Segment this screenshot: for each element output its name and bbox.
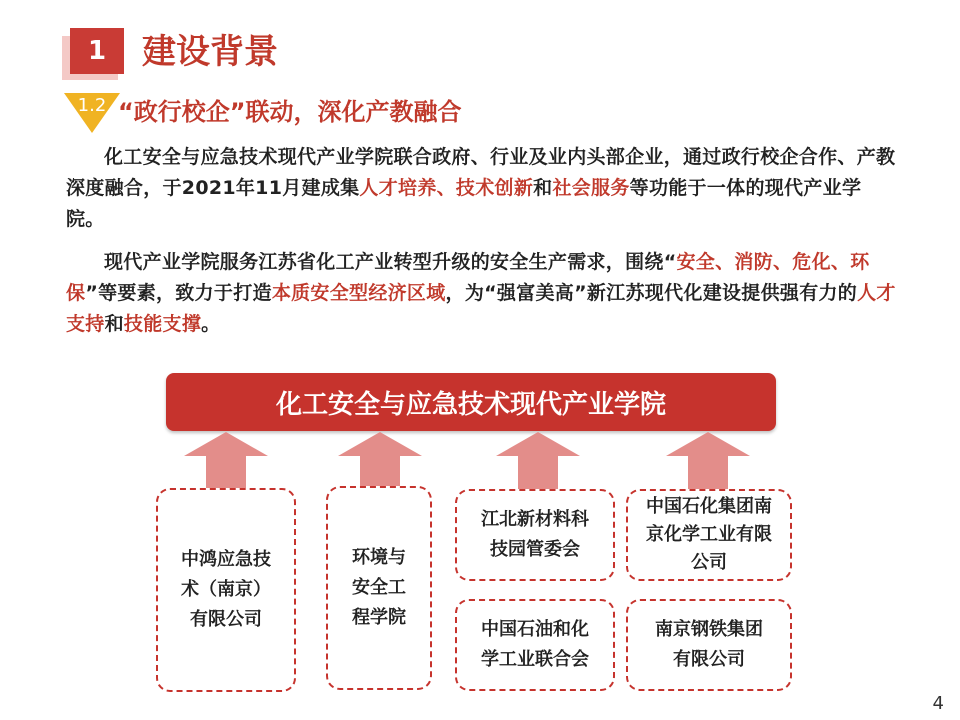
paragraph-text: 化工安全与应急技术现代产业学院联合政府、行业及业内头部企业，通过政行校企合作、产教深度融合，于2021年11月建成集 xyxy=(66,146,896,199)
subsection-title: “政行校企”联动，深化产教融合 xyxy=(118,98,462,126)
node-sinopec xyxy=(626,489,792,581)
up-arrow-icon xyxy=(184,432,268,492)
node-zhonghong xyxy=(156,488,296,692)
paragraph-1 xyxy=(66,142,896,235)
paragraph-2 xyxy=(66,247,896,340)
up-arrow-icon xyxy=(666,432,750,492)
highlight-text: 安全、消防、危化、环保 xyxy=(66,251,870,304)
highlight-text: 社会服务 xyxy=(552,177,630,199)
subsection-number: 1.2 xyxy=(77,95,107,116)
node-label: 江北新材料科技园管委会 xyxy=(481,509,589,560)
node-jiangbei xyxy=(455,489,615,581)
up-arrow-icon xyxy=(338,432,422,492)
node-label: 中鸿应急技术（南京）有限公司 xyxy=(181,549,271,630)
paragraph-text: ，为“强富美高”新江苏现代化建设提供强有力的 xyxy=(445,282,858,304)
node-label: 南京钢铁集团有限公司 xyxy=(655,619,763,670)
node-cpcif xyxy=(455,599,615,691)
node-label: 中国石油和化学工业联合会 xyxy=(481,619,589,670)
paragraph-text: 现代产业学院服务江苏省化工产业转型升级的安全生产需求，围绕“ xyxy=(104,251,677,273)
paragraph-text: 。 xyxy=(201,313,221,335)
paragraph-text: ”等要素，致力于打造 xyxy=(85,282,272,304)
highlight-text: 技能支撑 xyxy=(123,313,202,335)
node-label: 中国石化集团南京化学工业有限公司 xyxy=(646,496,772,573)
node-label: 环境与安全工程学院 xyxy=(352,547,406,628)
page-number: 4 xyxy=(932,693,944,714)
highlight-text: 本质安全型经济区域 xyxy=(271,282,446,304)
paragraph-text: 和 xyxy=(533,177,553,199)
up-arrow-icon xyxy=(496,432,580,492)
paragraph-text: 和 xyxy=(104,313,124,335)
paragraph-text: 等功能于一体的现代产业学院。 xyxy=(66,177,862,230)
node-nisco xyxy=(626,599,792,691)
highlight-text: 人才培养、技术创新 xyxy=(359,177,534,199)
college-banner: 化工安全与应急技术现代产业学院 xyxy=(166,373,776,431)
section-title: 建设背景 xyxy=(142,32,278,72)
section-number-badge: 1 xyxy=(70,28,124,74)
highlight-text: 人才支持 xyxy=(66,282,896,335)
node-env-school xyxy=(326,486,432,690)
